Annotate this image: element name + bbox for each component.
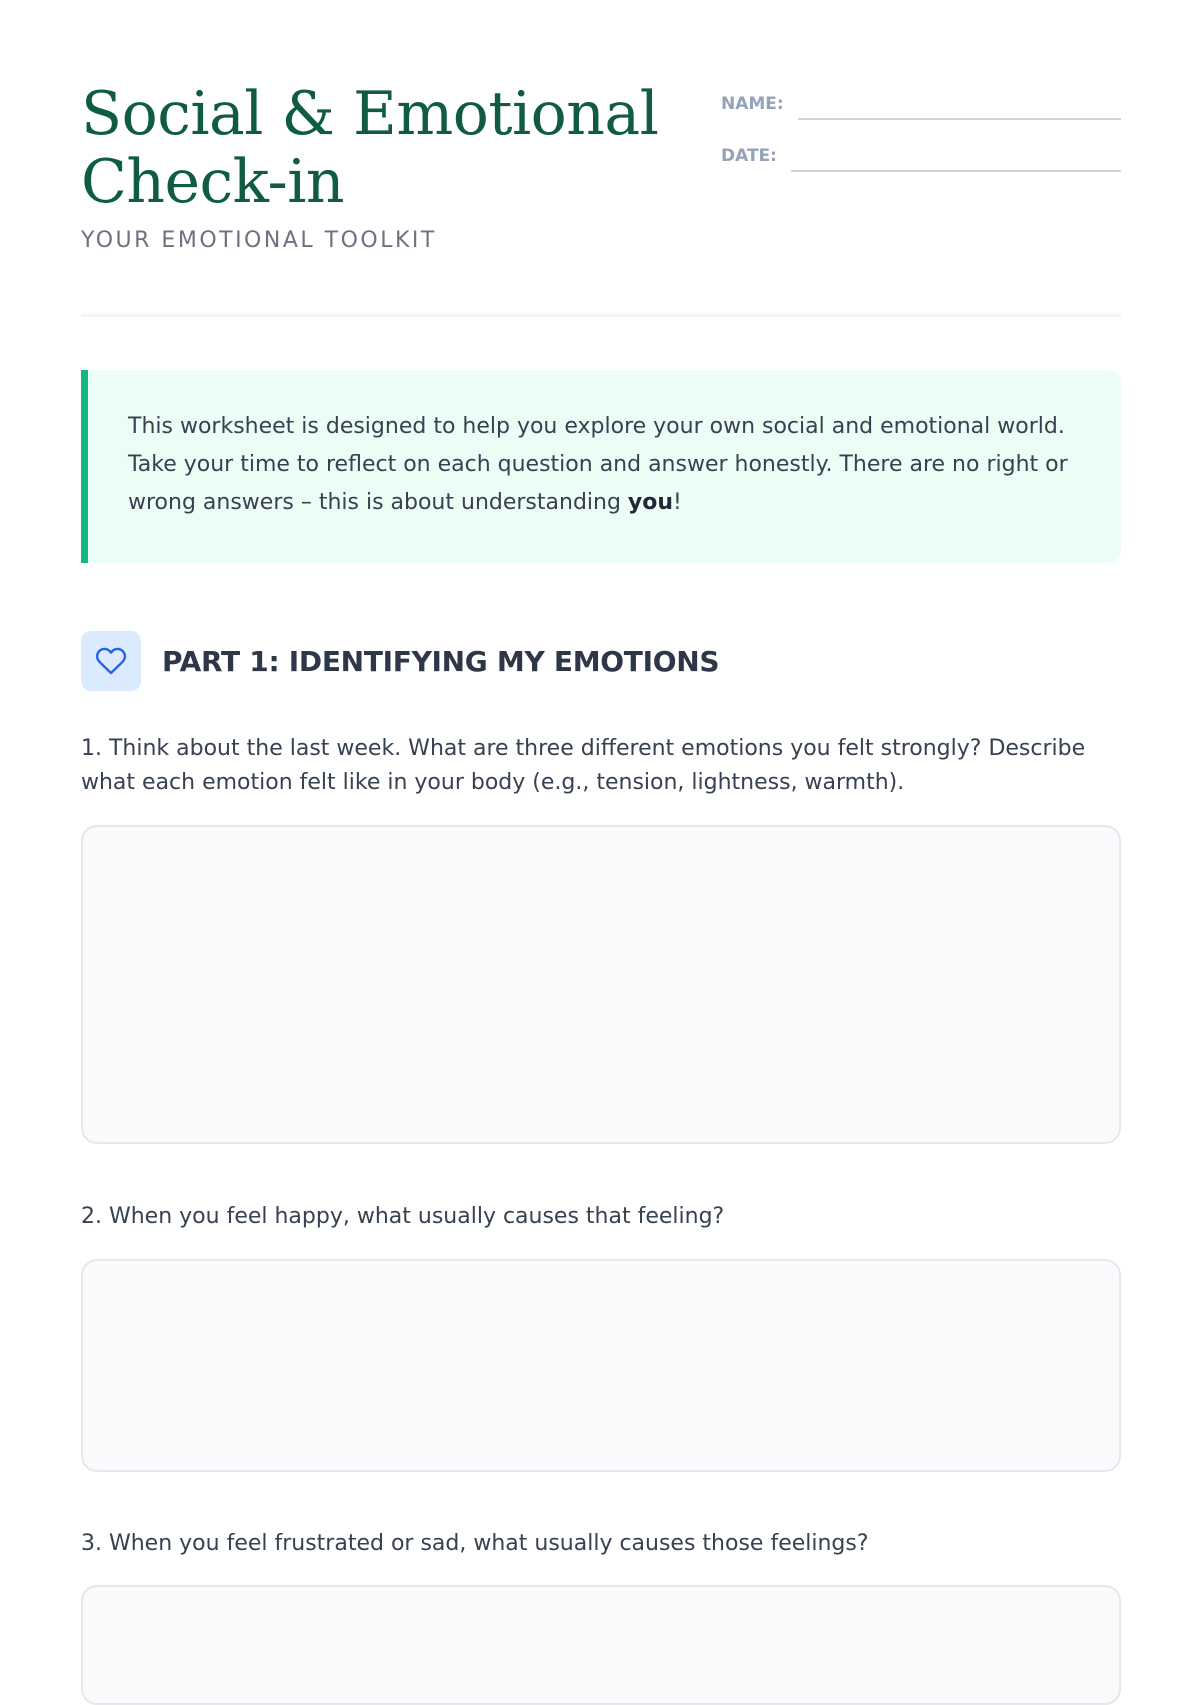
title-line-2: Check-in [81,147,345,217]
question-1: 1. Think about the last week. What are three different emotions you felt strongly? Describe what each emotion felt like in your body (e.g., tension, lightness, warmth). [81,736,1086,795]
intro-text: This worksheet is designed to help you explore your own social and emotional world. Take your time to reflect on each question and answer honestly. There are no right or wrong answers – this is about understanding [128,414,1068,515]
date-field-row [721,136,1121,172]
name-field-row [721,84,1121,120]
page-title [81,80,701,216]
intro-emphasis: you [627,490,674,515]
intro-callout [81,370,1121,563]
page-subtitle: YOUR EMOTIONAL TOOLKIT [81,228,437,253]
question-3: 3. When you feel frustrated or sad, what usually causes those feelings? [81,1531,869,1556]
answer-box-2[interactable] [81,1259,1121,1472]
answer-box-3[interactable] [81,1585,1121,1705]
date-field[interactable] [791,138,1121,172]
section-title: PART 1: IDENTIFYING MY EMOTIONS [162,644,720,678]
student-info-fields [721,84,1121,188]
answer-box-1[interactable] [81,825,1121,1144]
title-line-1: Social & Emotional [81,79,659,149]
name-field[interactable] [798,86,1121,120]
question-2: 2. When you feel happy, what usually causes that feeling? [81,1204,725,1229]
header-divider [81,314,1121,317]
name-label: NAME: [721,94,784,114]
section-heading [81,631,719,691]
date-label: DATE: [721,146,777,166]
intro-end: ! [673,490,682,515]
section-icon-badge [81,631,141,691]
heart-icon [95,645,127,677]
